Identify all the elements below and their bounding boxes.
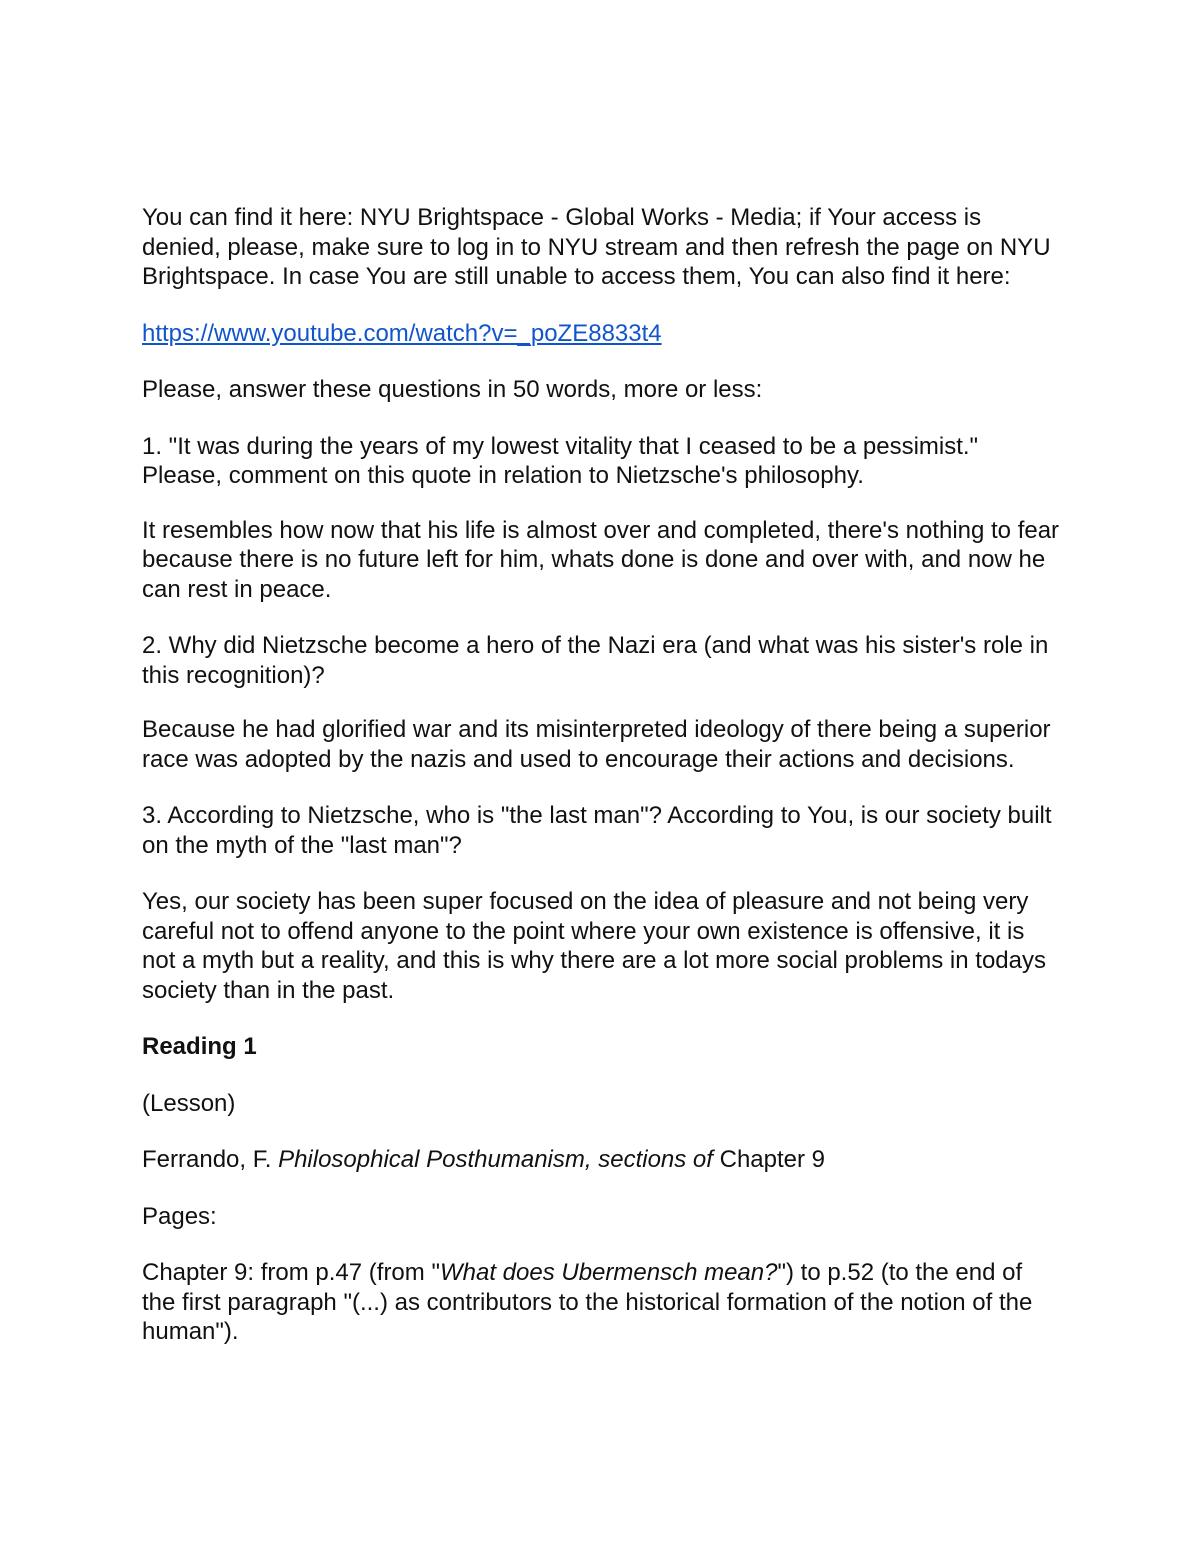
page-range-quote: What does Ubermensch mean? — [439, 1259, 778, 1286]
question-1: 1. "It was during the years of my lowest vitality that I ceased to be a pessimist." Please, comment on this quote in relation to Nietzsche's philosophy. — [142, 432, 979, 489]
document-body — [142, 203, 1062, 1347]
reading-heading: Reading 1 — [142, 1033, 257, 1060]
citation-title: Philosophical Posthumanism, sections of — [278, 1146, 713, 1173]
page-range-end: ") to p.52 (to the end of the first paragraph "(...) as contributors to the historical formation of the notion of the human"). — [142, 1259, 1033, 1345]
youtube-link[interactable]: https://www.youtube.com/watch?v=_poZE8833t4 — [142, 319, 662, 347]
answer-3: Yes, our society has been super focused on the idea of pleasure and not being very careful not to offend anyone to the point where your own existence is offensive, it is not a myth but a reality, and this is why there are a lot more social problems in todays society than in the past. — [142, 888, 1046, 1004]
page-range — [142, 1258, 1062, 1347]
instructions-paragraph: Please, answer these questions in 50 words, more or less: — [142, 376, 763, 403]
question-2: 2. Why did Nietzsche become a hero of the Nazi era (and what was his sister's role in this recognition)? — [142, 632, 1049, 689]
reading-citation — [142, 1145, 1062, 1175]
page-range-start: Chapter 9: from p.47 (from " — [142, 1259, 440, 1286]
pages-label: Pages: — [142, 1202, 217, 1230]
question-3: 3. According to Nietzsche, who is "the last man"? According to You, is our society built on the myth of the "last man"? — [142, 802, 1052, 859]
answer-1: It resembles how now that his life is almost over and completed, there's nothing to fear because there is no future left for him, whats done is done and over with, and now he can rest in peace. — [142, 516, 1060, 603]
answer-2: Because he had glorified war and its misinterpreted ideology of there being a superior race was adopted by the nazis and used to encourage their actions and decisions. — [142, 716, 1051, 773]
youtube-link-paragraph — [142, 319, 1062, 349]
citation-author: Ferrando, F. — [142, 1146, 279, 1173]
citation-chapter: Chapter 9 — [712, 1146, 826, 1173]
reading-lesson-label: (Lesson) — [142, 1089, 236, 1117]
intro-paragraph: You can find it here: NYU Brightspace - Global Works - Media; if Your access is denied, please, make sure to log in to NYU stream and then refresh the page on NYU Brightspace. In case You are still unable to access them, You can also find it here: — [142, 204, 1051, 290]
